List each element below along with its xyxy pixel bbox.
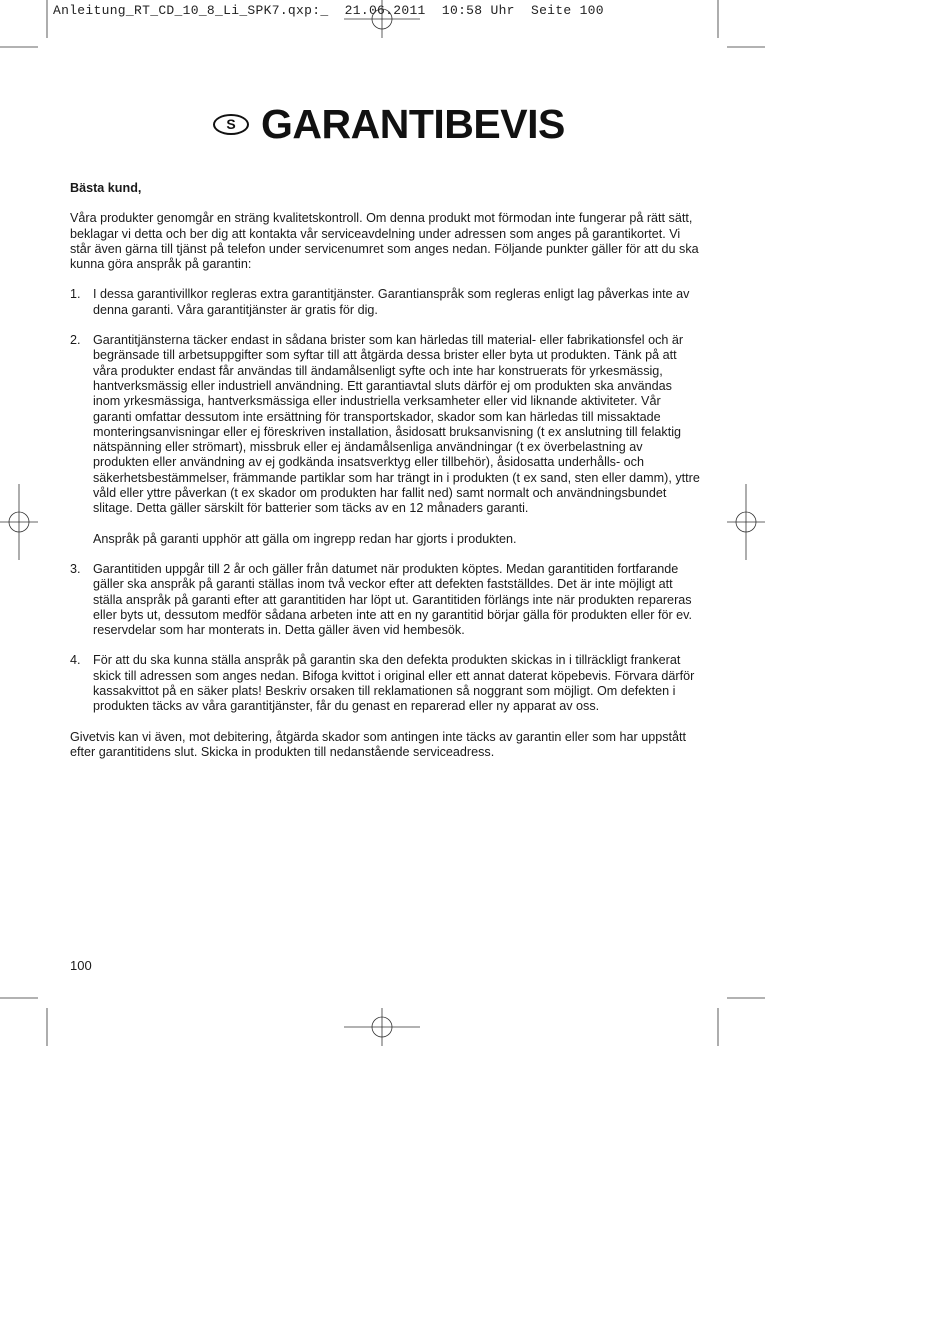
list-item-text: Garantitiden uppgår till 2 år och gäller från datumet när produkten köptes. Medan garantitiden fortfarande gäller ska anspråk på garanti ställas inom två veckor efter att defekten fastställdes. Det är inte möjligt att ställa anspråk på garanti efter att garantitiden har löpt ut. Garantitiden förlängs inte när produkten repareras eller byts ut, dessutom medför sådana arbeten inte att en ny garantitid börjar gälla för produkten eller för ev. reservdelar som har monterats in. Detta gäller även vid hembesök.	[93, 561, 693, 638]
list-item	[70, 653, 702, 714]
language-badge: S	[213, 114, 249, 135]
registration-mark-bottom	[344, 1008, 420, 1046]
list-item	[70, 333, 702, 547]
list-item	[70, 562, 702, 638]
page-number: 100	[70, 958, 92, 973]
list-item-text: Garantitjänsterna täcker endast in sådana brister som kan härledas till material- eller fabrikationsfel och är begränsade till arbetsuppgifter som syftar till att åtgärda dessa brister eller byta ut produkten. Tänk på att våra produkter endast får användas till ändamålsenligt syfte och inte har konstruerats för yrkesmässig, hantverksmässig eller industriell användning. Ett garantiavtal sluts därför ej om produkten ska användas inom yrkesmässiga, hantverksmässiga eller industriella verksamheter eller vid liknande aktiviteter. Vår garanti omfattar dessutom inte ersättning för transportskador, skador som kan härledas till missaktade monteringsanvisningar eller ej föreskriven installation, åsidosatt bruksanvisning (t ex anslutning till felaktig nätspänning eller strömart), missbruk eller ej ändamålsenliga användningar (t ex överbelastning av produkten eller användning av ej godkända insatsverktyg eller tillbehör), åsidosatta underhålls- och säkerhetsbestämmelser, främmande partiklar som har trängt in i produkten (t ex sand, sten eller damm), yttre våld eller yttre påverkan (t ex skador om produkten har fallit ned) samt normalt och användningsbundet slitage. Detta gäller särskilt för batterier som täcks av en 12 månaders garanti.	[93, 333, 700, 516]
page-header	[213, 98, 565, 150]
registration-mark-left	[0, 484, 38, 560]
intro-paragraph: Våra produkter genomgår en sträng kvalitetskontroll. Om denna produkt mot förmodan inte fungerar på rätt sätt, beklagar vi detta och ber dig att kontakta vår serviceavdelning under adressen som anges på garantikortet. Vi står även gärna till tjänst på telefon under servicenumret som anges nedan. Följande punkter gäller för att du ska kunna göra anspråk på garantin:	[70, 211, 699, 272]
list-item-text: Anspråk på garanti upphör att gälla om ingrepp redan har gjorts i produkten.	[93, 531, 517, 546]
list-item-number: 4.	[70, 653, 81, 668]
warranty-terms-list	[70, 287, 702, 714]
list-item-number: 1.	[70, 287, 81, 302]
list-item	[70, 287, 702, 318]
list-item-number: 2.	[70, 333, 81, 348]
list-item-text: I dessa garantivillkor regleras extra garantitjänster. Garantianspråk som regleras enligt lag påverkas inte av denna garanti. Våra garantitjänster är gratis för dig.	[93, 287, 690, 317]
registration-mark-right	[727, 484, 765, 560]
greeting: Bästa kund,	[70, 181, 142, 195]
printer-slug: Anleitung_RT_CD_10_8_Li_SPK7.qxp:_ 21.06.2011 10:58 Uhr Seite 100	[53, 3, 604, 18]
warranty-body	[70, 181, 702, 760]
page-title: GARANTIBEVIS	[261, 100, 565, 147]
list-item-text: För att du ska kunna ställa anspråk på garantin ska den defekta produkten skickas in i tillräckligt frankerat skick till adressen som anges nedan. Bifoga kvittot i original eller ett annat daterat köpebevis. Förvara därför kassakvittot på en säker plats! Beskriv orsaken till reklamationen så noggrant som möjligt. Om defekten i produkten täcks av våra garantitjänster, får du genast en reparerad eller ny apparat av oss.	[93, 653, 695, 714]
closing-paragraph: Givetvis kan vi även, mot debitering, åtgärda skador som antingen inte täcks av garantin eller som har uppstått efter garantitidens slut. Skicka in produkten till nedanstående serviceadress.	[70, 729, 687, 759]
registration-mark-top	[344, 0, 420, 38]
list-item-number: 3.	[70, 561, 81, 576]
